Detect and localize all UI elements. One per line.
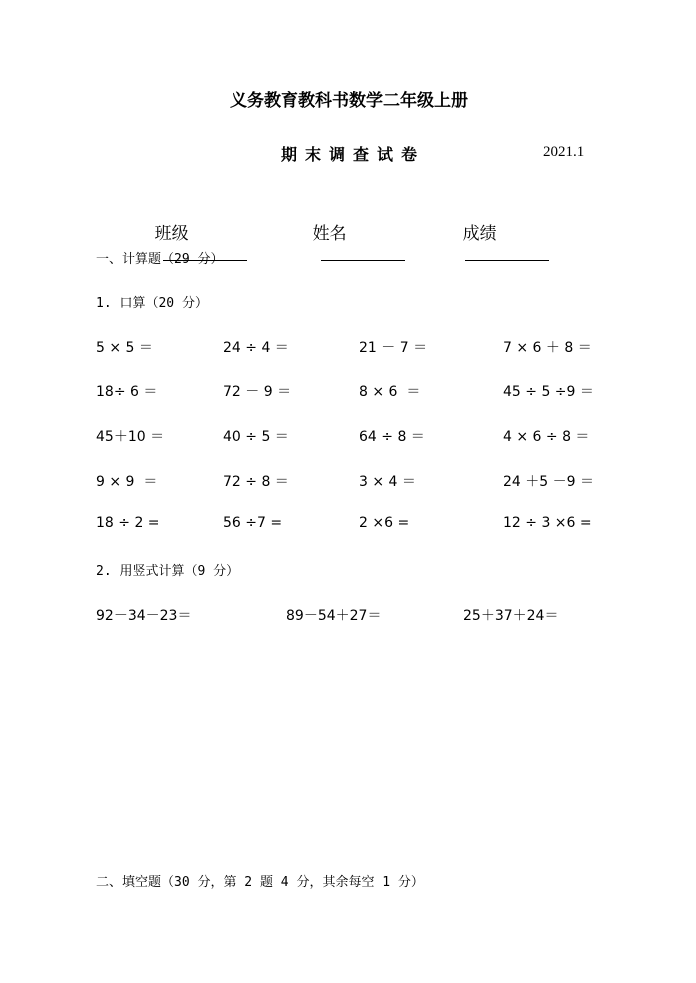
class-label: 班级 <box>154 224 189 244</box>
exam-title: 义务教育教科书数学二年级上册 <box>230 91 468 111</box>
oral-problem: 4 × 6 ÷ 8 ＝ <box>503 429 590 445</box>
oral-problem: 2 ×6 = <box>359 515 410 531</box>
name-field <box>291 199 405 286</box>
oral-problem: 5 × 5 ＝ <box>96 340 153 356</box>
score-field <box>441 199 549 286</box>
oral-problem: 56 ÷7 = <box>223 515 283 531</box>
oral-problem: 72 － 9 ＝ <box>223 384 292 400</box>
section1-heading: 一、计算题（29 分） <box>96 252 224 267</box>
name-label: 姓名 <box>312 224 347 244</box>
oral-problem: 8 × 6 ＝ <box>359 384 421 400</box>
score-label: 成绩 <box>462 224 497 244</box>
vertical-problem: 89－54＋27＝ <box>286 608 382 624</box>
oral-problem: 24 ＋5 －9 ＝ <box>503 474 594 490</box>
score-blank <box>465 244 549 261</box>
part1-heading: 1. 口算（20 分） <box>96 296 208 311</box>
oral-problem: 7 × 6 ＋ 8 ＝ <box>503 340 592 356</box>
vertical-problem: 25＋37＋24＝ <box>463 608 559 624</box>
oral-problem: 24 ÷ 4 ＝ <box>223 340 289 356</box>
oral-problem: 12 ÷ 3 ×6 = <box>503 515 592 531</box>
exam-date: 2021.1 <box>543 144 585 160</box>
section2-heading: 二、填空题（30 分，第 2 题 4 分，其余每空 1 分） <box>96 875 424 890</box>
oral-problem: 64 ÷ 8 ＝ <box>359 429 425 445</box>
oral-problem: 45 ÷ 5 ÷9 ＝ <box>503 384 594 400</box>
vertical-problem: 92－34－23＝ <box>96 608 192 624</box>
oral-problem: 72 ÷ 8 ＝ <box>223 474 289 490</box>
name-blank <box>321 244 405 261</box>
oral-problem: 18 ÷ 2 = <box>96 515 160 531</box>
oral-problem: 18÷ 6 ＝ <box>96 384 158 400</box>
oral-problem: 9 × 9 ＝ <box>96 474 158 490</box>
exam-subtitle: 期末调查试卷 <box>281 145 426 164</box>
part2-heading: 2. 用竖式计算（9 分） <box>96 564 240 579</box>
oral-problem: 45＋10 ＝ <box>96 429 165 445</box>
oral-problem: 40 ÷ 5 ＝ <box>223 429 289 445</box>
oral-problem: 21 － 7 ＝ <box>359 340 428 356</box>
class-field <box>133 199 247 286</box>
oral-problem: 3 × 4 ＝ <box>359 474 416 490</box>
